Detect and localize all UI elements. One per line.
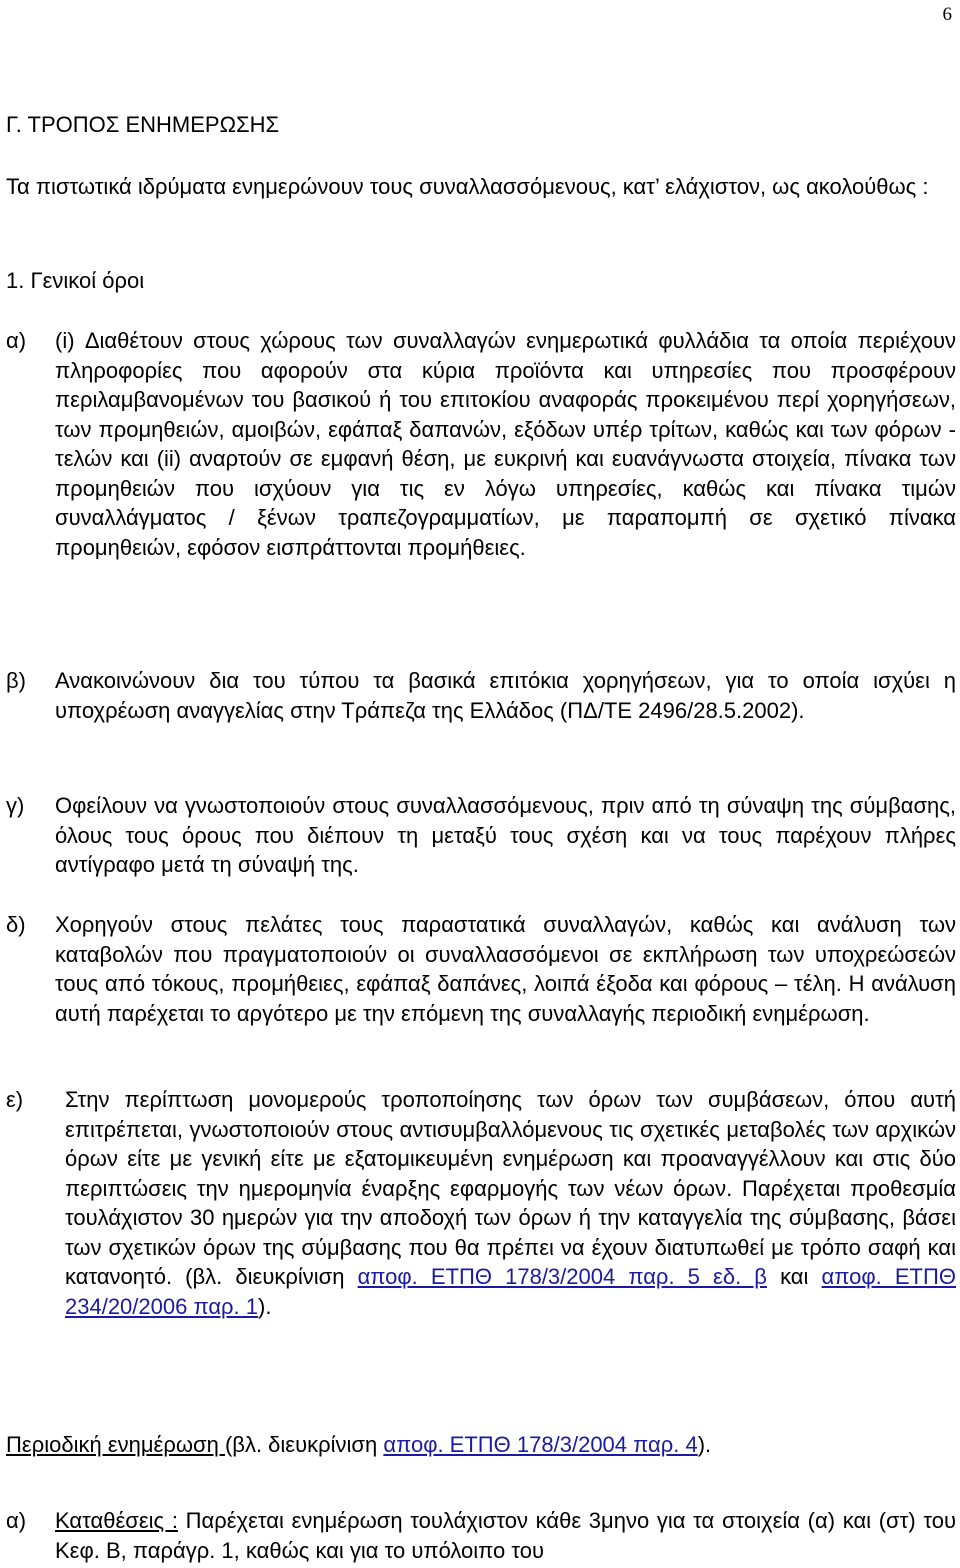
periodic-update-label: Περιοδική ενημέρωση — [6, 1432, 225, 1457]
list-marker: α) — [6, 1508, 27, 1533]
decision-link-178-3-2004[interactable]: αποφ. ΕΤΠΘ 178/3/2004 παρ. 5 εδ. β — [357, 1264, 767, 1289]
deposits-label: Καταθέσεις : — [55, 1508, 178, 1533]
list-item-c — [6, 791, 956, 880]
list-marker: ε) — [6, 1087, 24, 1112]
periodic-update-text: (βλ. διευκρίνιση — [224, 1432, 378, 1457]
list-item-text: Χορηγούν στους πελάτες τους παραστατικά συναλλαγών, καθώς και ανάλυση των καταβολών που πραγματοποιούν οι συναλλασσόμενοι σε εκπλήρωση των υποχρεώσεών τους από τόκους, προμήθειες, εφάπαξ δαπάνες, λοιπά έξοδα και φόρους – τέλη. Η ανάλυση αυτή παρέχεται το αργότερο με την επόμενη της συναλλαγής περιοδική ενημέρωση. — [55, 912, 956, 1026]
list-marker: α) — [6, 328, 27, 353]
closing-text: ). — [697, 1432, 712, 1457]
list-marker: δ) — [6, 912, 26, 937]
deposits-text: Παρέχεται ενημέρωση τουλάχιστον κάθε 3μηνο για τα στοιχεία (α) και (στ) του Κεφ. Β, παράγρ. 1, καθώς και για το υπόλοιπο του — [55, 1508, 956, 1563]
section-heading: Γ. ΤΡΟΠΟΣ ΕΝΗΜΕΡΩΣΗΣ — [6, 112, 280, 137]
list-item-text — [65, 1085, 956, 1321]
intro-paragraph: Τα πιστωτικά ιδρύματα ενημερώνουν τους συναλλασσόμενους, κατ’ ελάχιστον, ως ακολούθως : — [6, 174, 929, 199]
list-item-b — [6, 666, 956, 725]
page-number: 6 — [942, 4, 952, 25]
periodic-update-line — [6, 1430, 954, 1460]
list-item-d — [6, 910, 956, 1028]
list-marker: γ) — [6, 793, 25, 818]
decision-link-178-3-2004-par4[interactable]: αποφ. ΕΤΠΘ 178/3/2004 παρ. 4 — [383, 1432, 698, 1457]
list-item-text: Οφείλουν να γνωστοποιούν στους συναλλασσόμενους, πριν από τη σύναψη της σύμβασης, όλους τους όρους που διέπουν τη μεταξύ τους σχέση και να τους παρέχουν πλήρες αντίγραφο μετά τη σύναψή της. — [55, 793, 956, 877]
list-item-e — [6, 1085, 956, 1321]
decision-link-234-20-2006[interactable]: αποφ. ΕΤΠΘ 234/20/2006 παρ. 1 — [65, 1264, 956, 1319]
list-item-a — [6, 326, 956, 562]
list-item-text: Ανακοινώνουν δια του τύπου τα βασικά επιτόκια χορηγήσεων, για το οποία ισχύει η υποχρέωση αναγγελίας στην Τράπεζα της Ελλάδος (ΠΔ/ΤΕ 2496/28.5.2002). — [55, 668, 956, 723]
general-terms-heading: 1. Γενικοί όροι — [6, 268, 145, 293]
conjunction-text: και — [780, 1264, 809, 1289]
list-item-text — [55, 1506, 956, 1565]
list-item-deposits — [6, 1506, 956, 1565]
list-item-text: (i) Διαθέτουν στους χώρους των συναλλαγών ενημερωτικά φυλλάδια τα οποία περιέχουν πληροφορίες που αφορούν στα κύρια προϊόντα και υπηρεσίες που προσφέρουν περιλαμβανομένων του βασικού ή του επιτοκίου αναφοράς προκειμένου περί χορηγήσεων, των προμηθειών, αμοιβών, εφάπαξ δαπανών, εξόδων υπέρ τρίτων, καθώς και των φόρων - τελών και (ii) αναρτούν σε εμφανή θέση, με ευκρινή και ευανάγνωστα στοιχεία, πίνακα των προμηθειών που ισχύουν για τις εν λόγω υπηρεσίες, καθώς και πίνακα τιμών συναλλάγματος / ξένων τραπεζογραμματίων, με παραπομπή σε σχετικό πίνακα προμηθειών, εφόσον εισπράττονται προμήθειες. — [55, 328, 956, 560]
closing-text: ). — [258, 1293, 272, 1319]
list-item-body: Στην περίπτωση μονομερούς τροποποίησης των όρων των συμβάσεων, όπου αυτή επιτρέπεται, γνωστοποιούν στους αντισυμβαλλόμενους τις σχετικές μεταβολές των αρχικών όρων είτε με γενική είτε με εξατομικευμένη ενημέρωση και προαναγγέλλουν και στις δύο περιπτώσεις την ημερομηνία έναρξης εφαρμογής των νέων όρων. Παρέχεται προθεσμία τουλάχιστον 30 ημερών για την αποδοχή των όρων ή την καταγγελία της σύμβασης, βάσει των σχετικών όρων της σύμβασης που θα πρέπει να έχουν διατυπωθεί με τρόπο σαφή και κατανοητό. (βλ. διευκρίνιση — [65, 1087, 956, 1289]
list-marker: β) — [6, 668, 26, 693]
